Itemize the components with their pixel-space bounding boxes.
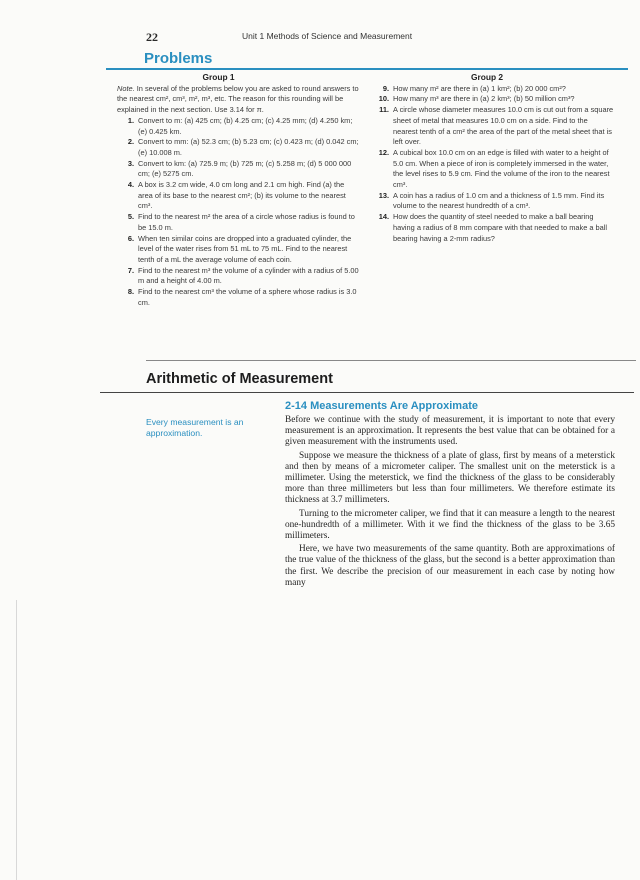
problem-text: Convert to mm: (a) 52.3 cm; (b) 5.23 cm; (c) 0.423 m; (d) 0.042 cm; (e) 10.008 m.	[138, 137, 359, 157]
problem-text: How does the quantity of steel needed to make a ball bearing having a radius of 8 mm compare with that needed to make a ball bearing having a 2-mm radius?	[393, 212, 608, 243]
section-divider	[100, 392, 634, 393]
problem-text: A circle whose diameter measures 10.0 cm is cut out from a square sheet of metal that measures 10.0 cm on a side. Find to the nearest tenth of a cm² the area of the part of the metal sheet that is left over.	[393, 105, 614, 147]
group-1-list	[117, 116, 360, 309]
paragraph: Suppose we measure the thickness of a plate of glass, first by means of a meterstick and then by means of a micrometer caliper. The smallest unit on the meterstick is a millimeter. Using the meterstick, we find the thickness of the glass to be considerably more than three millimeters but less than four millimeters. We therefore estimate its thickness at 3.7 millimeters.	[285, 450, 615, 506]
problem-text: Find to the nearest m³ the volume of a cylinder with a radius of 5.00 m and a height of 4.00 m.	[138, 265, 359, 286]
problem-number: 11.	[379, 105, 389, 115]
group-2-column	[372, 72, 614, 244]
problem-item	[117, 116, 360, 137]
problem-item	[117, 159, 360, 180]
problem-item	[372, 94, 614, 105]
problem-item	[372, 105, 614, 148]
problem-number: 2.	[127, 137, 134, 147]
group-1-column	[117, 72, 360, 308]
problem-text: Convert to m: (a) 425 cm; (b) 4.25 cm; (c) 4.25 mm; (d) 4.250 km; (e) 0.425 km.	[138, 115, 353, 136]
paragraph: Here, we have two measurements of the same quantity. Both are approximations of the true value of the thickness of the glass, but the second is a better approximation than the first. We describe the precision of our measurement in each case by noting how many	[285, 544, 615, 588]
problem-number: 8.	[127, 287, 134, 297]
problem-text: A cubical box 10.0 cm on an edge is filled with water to a height of 5.0 cm. When a piece of iron is completely immersed in the water, the level rises to 5.9 cm. Find the volume of the iron to the nearest cm³.	[393, 147, 610, 190]
problem-number: 14.	[378, 212, 389, 222]
problem-number: 13.	[378, 190, 389, 200]
subsection-title: 2-14 Measurements Are Approximate	[285, 400, 478, 412]
problem-number: 10.	[378, 94, 389, 104]
problem-item	[117, 287, 360, 308]
running-head: Unit 1 Methods of Science and Measurement	[242, 31, 413, 41]
problem-item	[117, 266, 360, 287]
problem-item	[372, 148, 614, 191]
problem-number: 12.	[378, 147, 389, 157]
note-label: Note.	[117, 83, 135, 93]
problem-item	[117, 180, 360, 212]
group-1-note	[117, 84, 360, 116]
problem-text: A box is 3.2 cm wide, 4.0 cm long and 2.1 cm high. Find (a) the area of its base to the nearest cm²; (b) its volume to the nearest cm³.	[138, 180, 346, 211]
problem-text: Convert to km: (a) 725.9 m; (b) 725 m; (c) 5.258 m; (d) 5 000 000 cm; (e) 5275 cm.	[138, 158, 352, 179]
scan-edge-line	[16, 600, 17, 880]
problem-item	[117, 234, 360, 266]
problem-text: How many m³ are there in (a) 2 km³; (b) 50 million cm³?	[393, 94, 575, 104]
problem-number: 5.	[127, 212, 134, 222]
problem-text: How many m² are there in (a) 1 km²; (b) 20 000 cm²?	[393, 83, 566, 93]
margin-note: Every measurement is an approximation.	[146, 417, 244, 438]
problem-number: 9.	[382, 83, 389, 93]
problem-item	[372, 84, 614, 95]
problem-item	[117, 137, 360, 158]
section-separator	[146, 360, 636, 361]
problem-number: 3.	[127, 158, 134, 168]
page-number: 22	[146, 30, 158, 44]
problem-item	[372, 212, 614, 244]
paragraph: Turning to the micrometer caliper, we find that it can measure a length to the nearest one-hundredth of a millimeter. With it we find the thickness of the glass to be 3.65 millimeters.	[285, 508, 615, 542]
problem-number: 6.	[127, 233, 134, 243]
problems-divider	[106, 68, 628, 70]
problem-item	[117, 212, 360, 233]
problem-number: 7.	[127, 265, 134, 275]
problems-title: Problems	[144, 50, 213, 67]
problem-text: Find to the nearest m² the area of a circle whose radius is found to be 15.0 m.	[138, 212, 355, 232]
group-1-heading: Group 1	[202, 72, 235, 82]
body-text	[285, 415, 615, 591]
problem-text: A coin has a radius of 1.0 cm and a thickness of 1.5 mm. Find its volume to the nearest hundredth of a cm³.	[393, 190, 605, 211]
problem-text: When ten similar coins are dropped into a graduated cylinder, the level of the water rises from 51 mL to 75 mL. Find to the nearest tenth of a mL the average volume of each coin.	[138, 233, 352, 264]
problem-number: 1.	[127, 115, 134, 125]
problem-text: Find to the nearest cm³ the volume of a sphere whose radius is 3.0 cm.	[138, 287, 357, 307]
problem-item	[372, 191, 614, 212]
section-title: Arithmetic of Measurement	[146, 371, 333, 387]
page-header	[146, 30, 576, 44]
group-2-heading: Group 2	[470, 72, 504, 82]
paragraph: Before we continue with the study of measurement, it is important to note that every measurement is an approximation. It represents the best value that can be obtained for a given measurement with the instruments used.	[285, 415, 615, 448]
problem-number: 4.	[127, 180, 134, 190]
group-2-list	[372, 84, 614, 245]
note-text: In several of the problems below you are asked to round answers to the nearest cm², cm³, m², m³, etc. The reason for this rounding will be explained in the next section. Use 3.14 for π.	[117, 83, 359, 115]
